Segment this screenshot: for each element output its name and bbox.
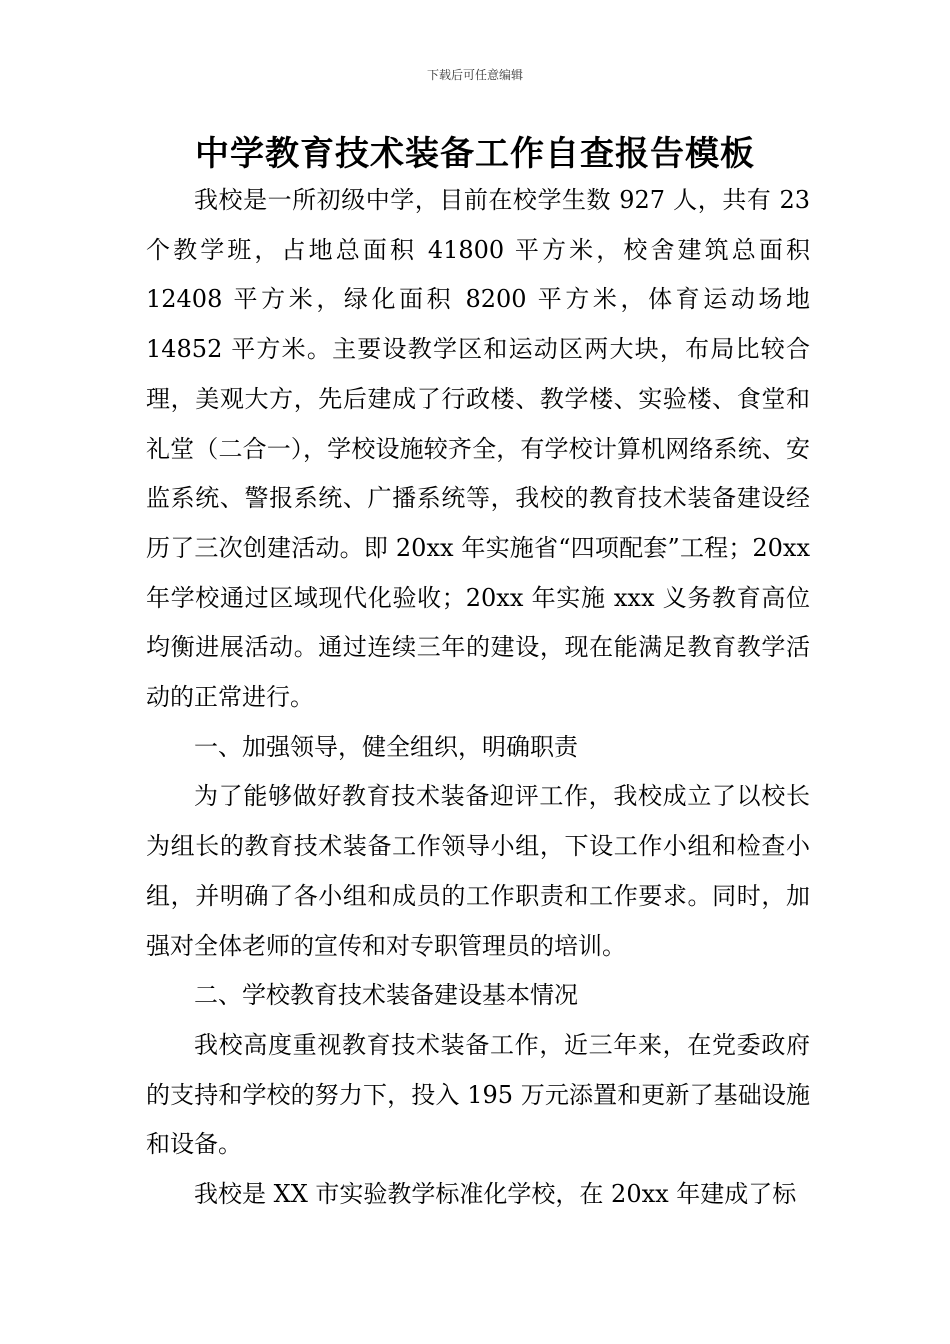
paragraph-investment: 我校高度重视教育技术装备工作，近三年来，在党委政府的支持和学校的努力下，投入 195 万元添置和更新了基础设施和设备。 xyxy=(146,1030,810,1159)
section-heading-2: 二、学校教育技术装备建设基本情况 xyxy=(194,981,578,1010)
section-heading-1: 一、加强领导，健全组织，明确职责 xyxy=(194,732,578,761)
paragraph-school-overview: 我校是一所初级中学，目前在校学生数 927 人，共有 23 个教学班，占地总面积 41800 平方米，校舍建筑总面积 12408 平方米，绿化面积 8200 平方米，体育运动场地 14852 平方米。主要设教学区和运动区两大块，布局比较合理，美观大方，先后建成了行政楼、教学楼、实验楼、食堂和礼堂（二合一），学校设施较齐全，有学校计算机网络系统、安监系统、警报系统、广播系统等，我校的教育技术装备建设经历了三次创建活动。即 20xx 年实施省“四项配套”工程；20xx 年学校通过区域现代化验收；20xx 年实施 xxx 义务教育高位均衡进展活动。通过连续三年的建设，现在能满足教育教学活动的正常进行。 xyxy=(146,186,810,712)
document-title: 中学教育技术装备工作自查报告模板 xyxy=(195,134,755,174)
header-note: 下载后可任意编辑 xyxy=(426,68,523,82)
paragraph-leadership: 为了能够做好教育技术装备迎评工作，我校成立了以校长为组长的教育技术装备工作领导小组，下设工作小组和检查小组，并明确了各小组和成员的工作职责和工作要求。同时，加强对全体老师的宣传和对专职管理员的培训。 xyxy=(146,782,810,960)
document-body xyxy=(146,176,810,1220)
paragraph-standardization: 我校是 XX 市实验教学标准化学校，在 20xx 年建成了标 xyxy=(194,1180,797,1209)
